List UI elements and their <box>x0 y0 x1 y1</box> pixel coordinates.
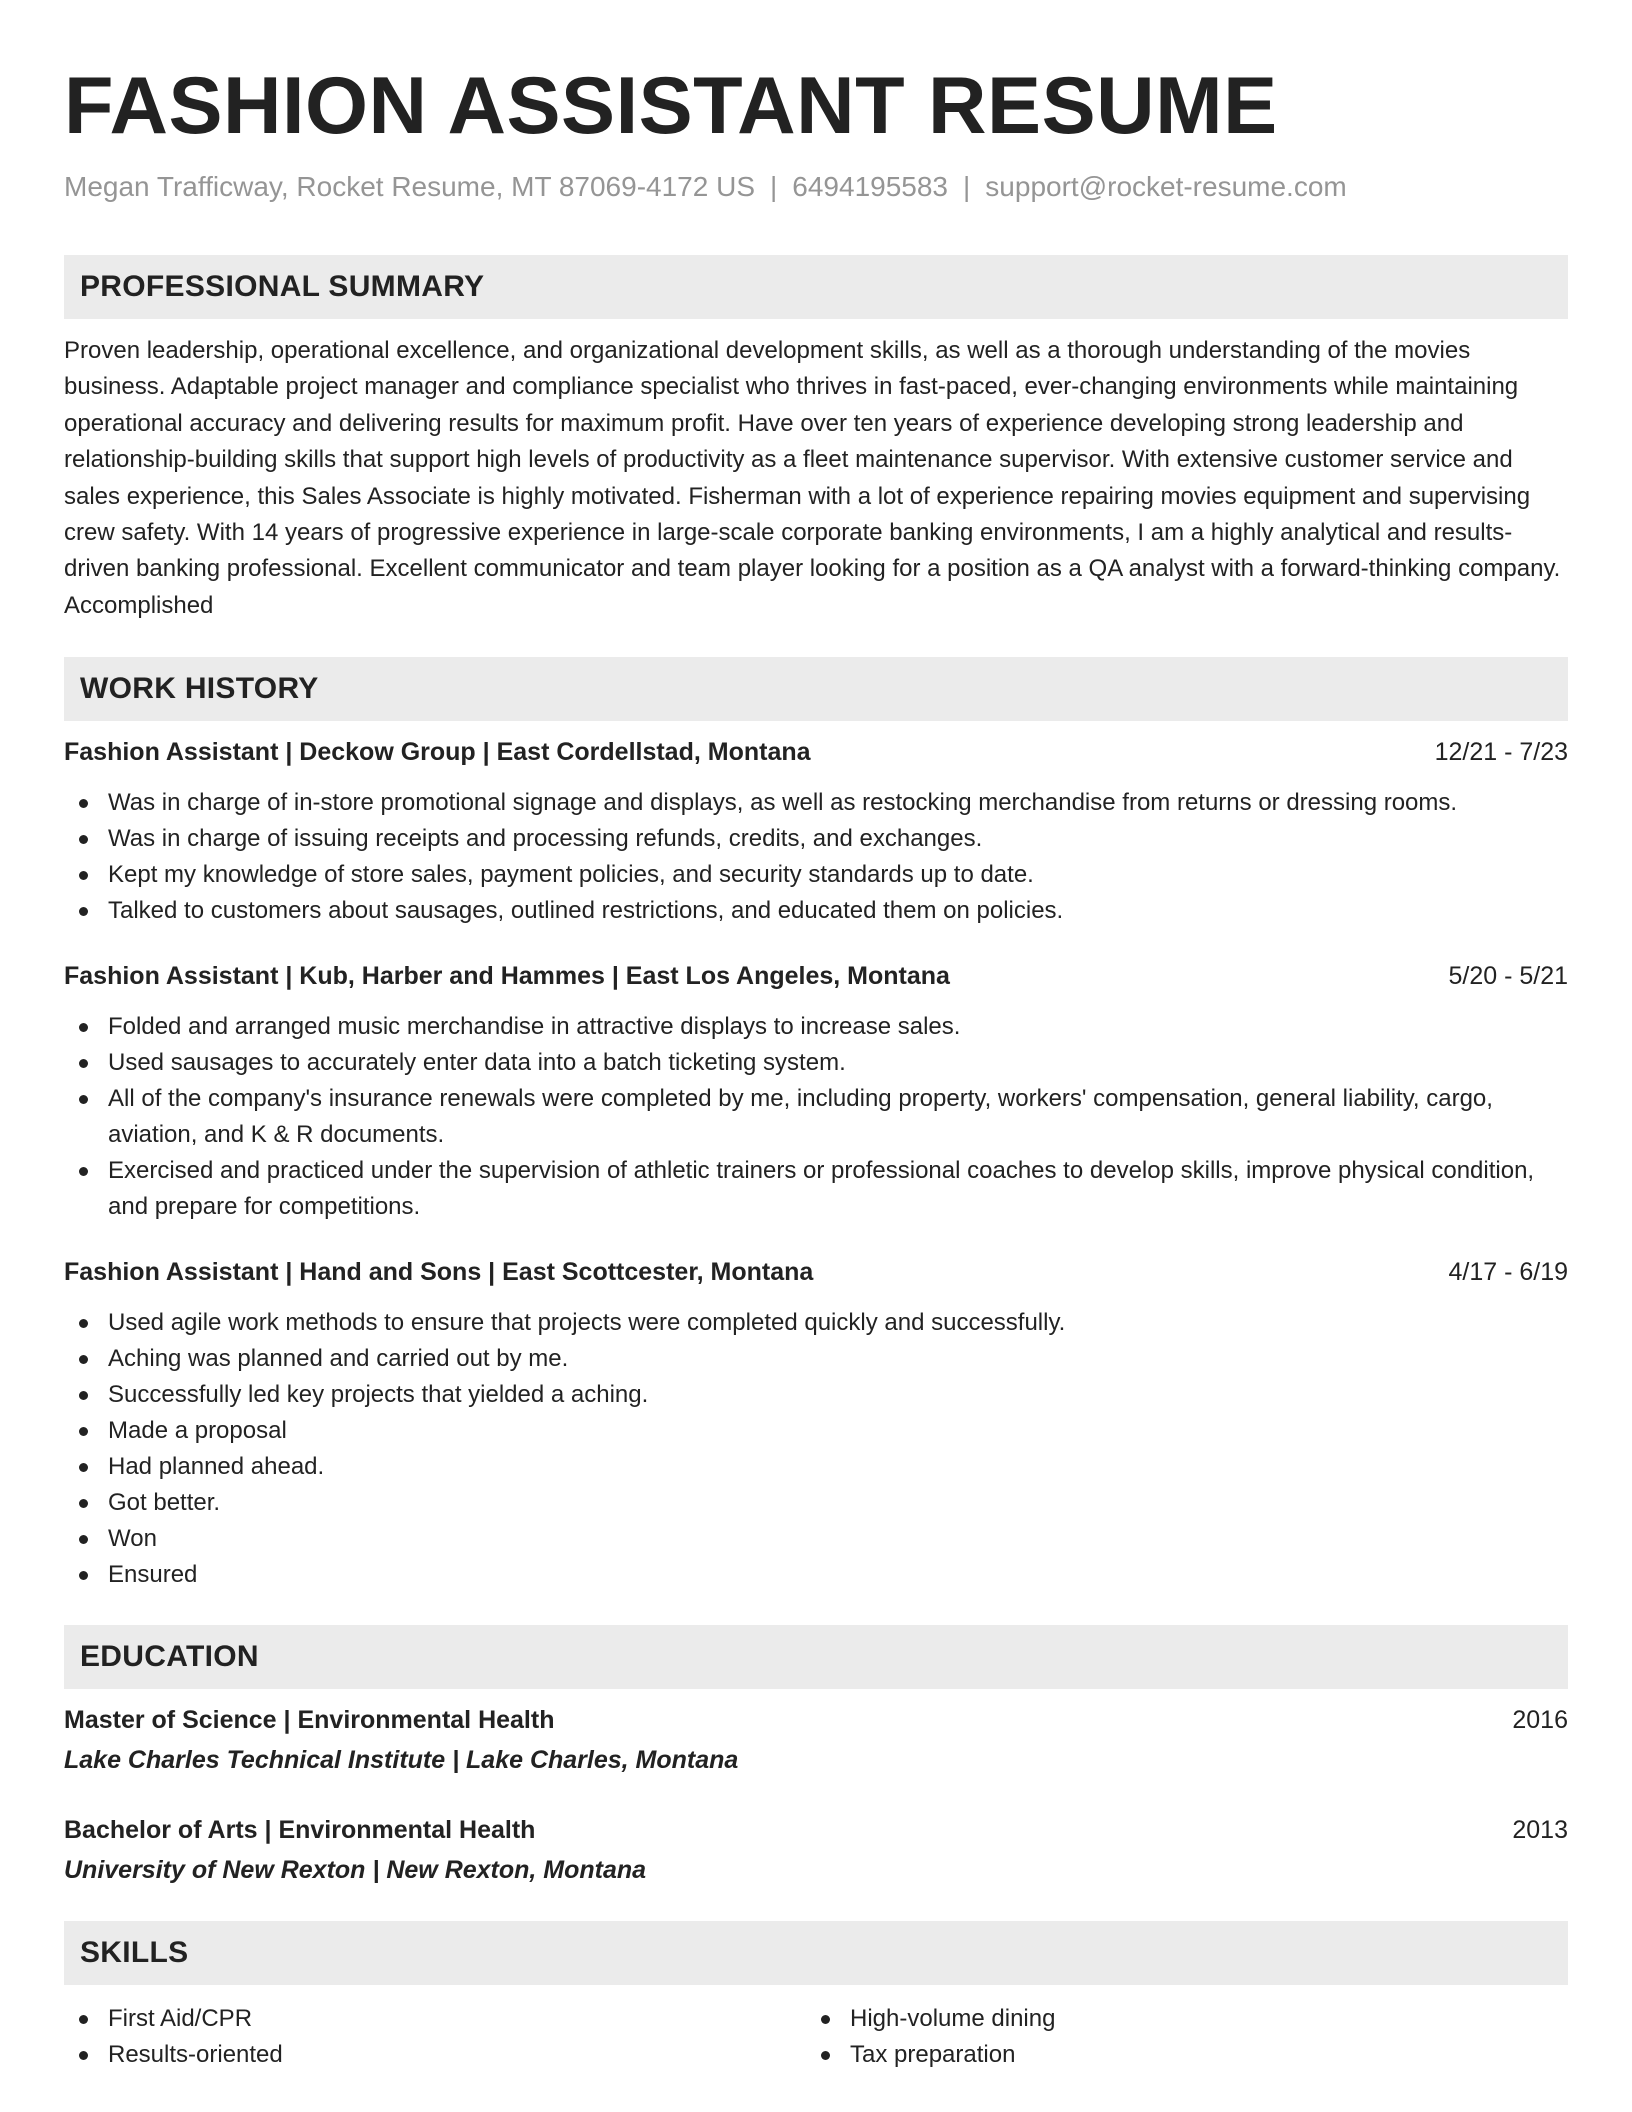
school: University of New Rexton | New Rexton, Montana <box>64 1856 647 1885</box>
list-item: Made a proposal <box>64 1413 1568 1449</box>
section-title: PROFESSIONAL SUMMARY <box>80 270 485 303</box>
education-header <box>64 1813 1568 1847</box>
list-item: Ensured <box>64 1557 1568 1593</box>
section-title: EDUCATION <box>80 1640 259 1674</box>
job-entry <box>64 735 1568 929</box>
skills-list <box>806 2001 1548 2073</box>
job-title: Fashion Assistant | Hand and Sons | East Scottcester, Montana <box>64 1258 814 1287</box>
graduation-year: 2016 <box>1512 1706 1568 1735</box>
job-title: Fashion Assistant | Kub, Harber and Hammes | East Los Angeles, Montana <box>64 962 950 991</box>
resume-title: FASHION ASSISTANT RESUME <box>64 61 1278 151</box>
list-item: Got better. <box>64 1485 1568 1521</box>
school: Lake Charles Technical Institute | Lake Charles, Montana <box>64 1746 739 1775</box>
list-item: Was in charge of issuing receipts and processing refunds, credits, and exchanges. <box>64 821 1568 857</box>
section-header-skills <box>64 1921 1568 1985</box>
contact-separator: | <box>963 171 971 202</box>
section-header-work-history <box>64 657 1568 721</box>
education-entry <box>64 1813 1568 1887</box>
list-item: Aching was planned and carried out by me. <box>64 1341 1568 1377</box>
skills-column-right <box>806 2001 1548 2073</box>
list-item: Exercised and practiced under the supervision of athletic trainers or professional coaches to develop skills, improve physical condition, and prepare for competitions. <box>64 1153 1568 1225</box>
list-item: All of the company's insurance renewals were completed by me, including property, workers' compensation, general liability, cargo, aviation, and K & R documents. <box>64 1081 1568 1153</box>
contact-line <box>64 170 1568 204</box>
skills-list <box>64 2001 806 2073</box>
skill-item: High-volume dining <box>806 2001 1548 2037</box>
list-item: Kept my knowledge of store sales, payment policies, and security standards up to date. <box>64 857 1568 893</box>
list-item: Used agile work methods to ensure that projects were completed quickly and successfully. <box>64 1305 1568 1341</box>
contact-address: Megan Trafficway, Rocket Resume, MT 87069-4172 US <box>64 171 755 202</box>
list-item: Folded and arranged music merchandise in attractive displays to increase sales. <box>64 1009 1568 1045</box>
section-header-education <box>64 1625 1568 1689</box>
job-title: Fashion Assistant | Deckow Group | East Cordellstad, Montana <box>64 738 811 767</box>
job-entry <box>64 1255 1568 1593</box>
section-header-summary <box>64 255 1568 319</box>
job-bullets <box>64 1305 1568 1593</box>
job-dates: 5/20 - 5/21 <box>1448 962 1568 991</box>
section-title: WORK HISTORY <box>80 672 319 706</box>
skills-column-left <box>64 2001 806 2073</box>
list-item: Successfully led key projects that yielded a aching. <box>64 1377 1568 1413</box>
list-item: Talked to customers about sausages, outlined restrictions, and educated them on policies. <box>64 893 1568 929</box>
degree: Bachelor of Arts | Environmental Health <box>64 1816 536 1845</box>
job-header <box>64 959 1568 993</box>
job-entry <box>64 959 1568 1225</box>
list-item: Used sausages to accurately enter data into a batch ticketing system. <box>64 1045 1568 1081</box>
list-item: Was in charge of in-store promotional signage and displays, as well as restocking merchandise from returns or dressing rooms. <box>64 785 1568 821</box>
contact-email[interactable]: support@rocket-resume.com <box>985 171 1347 202</box>
job-dates: 4/17 - 6/19 <box>1448 1258 1568 1287</box>
skill-item: Results-oriented <box>64 2037 806 2073</box>
skills-grid <box>64 2001 1568 2073</box>
job-bullets <box>64 1009 1568 1225</box>
education-header <box>64 1703 1568 1737</box>
skill-item: First Aid/CPR <box>64 2001 806 2037</box>
list-item: Had planned ahead. <box>64 1449 1568 1485</box>
job-bullets <box>64 785 1568 929</box>
job-header <box>64 735 1568 769</box>
education-entry <box>64 1703 1568 1777</box>
section-title: SKILLS <box>80 1936 189 1970</box>
job-dates: 12/21 - 7/23 <box>1434 738 1568 767</box>
contact-separator: | <box>770 171 778 202</box>
graduation-year: 2013 <box>1512 1816 1568 1845</box>
list-item: Won <box>64 1521 1568 1557</box>
job-header <box>64 1255 1568 1289</box>
degree: Master of Science | Environmental Health <box>64 1706 555 1735</box>
contact-phone: 6494195583 <box>792 171 949 202</box>
summary-text: Proven leadership, operational excellence, and organizational development skills, as well as a thorough understanding of the movies business. Adaptable project manager and compliance specialist who thrives in fast-paced, ever-changing environments while maintaining operational accuracy and delivering results for maximum profit. Have over ten years of experience developing strong leadership and relationship-building skills that support high levels of productivity as a fleet maintenance supervisor. With extensive customer service and sales experience, this Sales Associate is highly motivated. Fisherman with a lot of experience repairing movies equipment and supervising crew safety. With 14 years of progressive experience in large-scale corporate banking environments, I am a highly analytical and results-driven banking professional. Excellent communicator and team player looking for a position as a QA analyst with a forward-thinking company. Accomplished <box>64 337 1561 619</box>
skill-item: Tax preparation <box>806 2037 1548 2073</box>
